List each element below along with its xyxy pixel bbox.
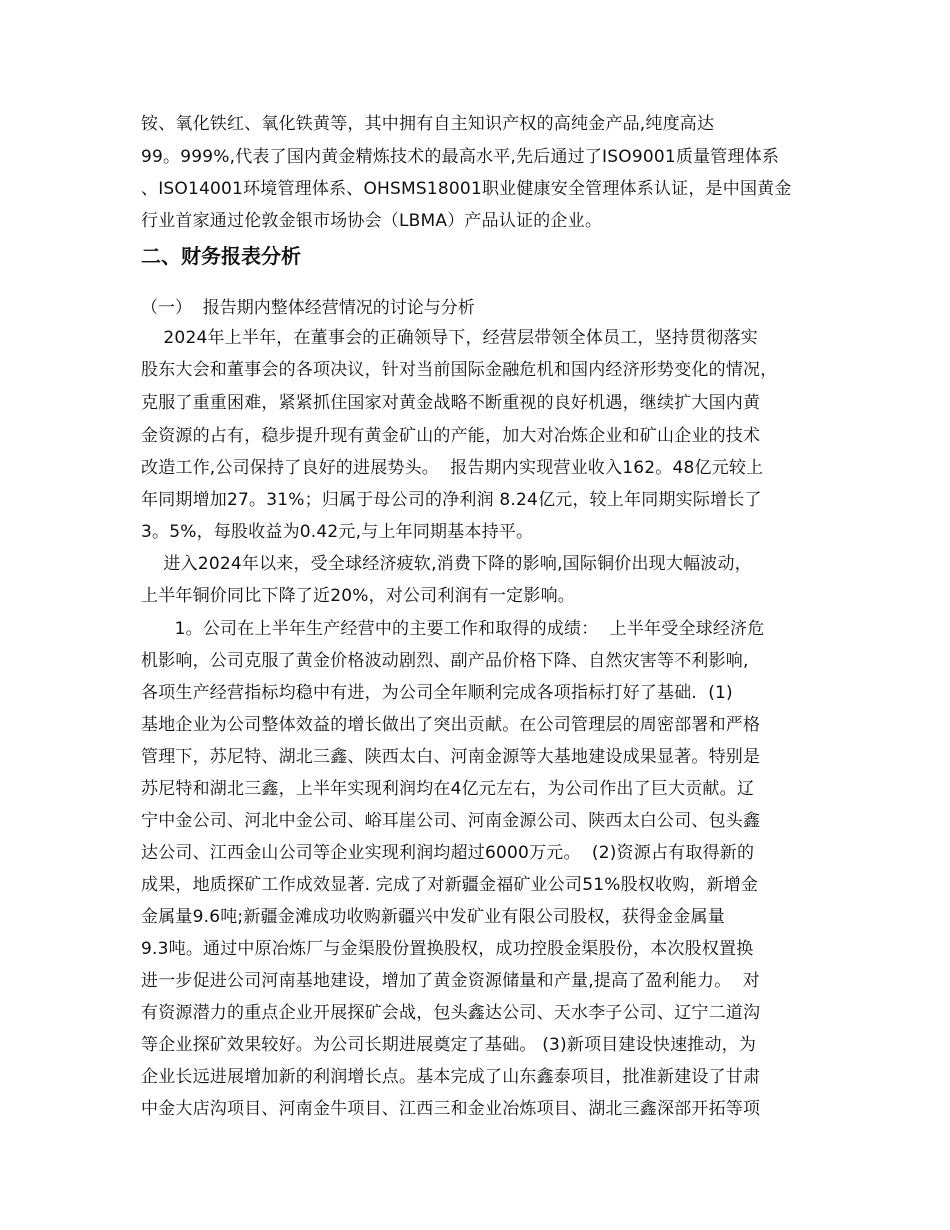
- text-line: 金资源的占有，稳步提升现有黄金矿山的产能，加大对冶炼企业和矿山企业的技术: [141, 426, 761, 446]
- text-line: 进一步促进公司河南基地建设，增加了黄金资源储量和产量,提高了盈利能力。 对: [141, 971, 760, 991]
- text-line: 进入2024年以来，受全球经济疲软,消费下降的影响,国际铜价出现大幅波动，: [141, 554, 752, 574]
- text-line: 管理下，苏尼特、湖北三鑫、陕西太白、河南金源等大基地建设成果显著。特别是: [141, 747, 761, 767]
- text-line: 年同期增加27。31%；归属于母公司的净利润 8.24亿元，较上年同期实际增长了: [141, 490, 762, 510]
- text-line: 股东大会和董事会的各项决议，针对当前国际金融危机和国内经济形势变化的情况，: [141, 360, 778, 380]
- text-line: 成果，地质探矿工作成效显著. 完成了对新疆金福矿业公司51%股权收购，新增金: [141, 875, 759, 895]
- text-line: 3。5%，每股收益为0.42元,与上年同期基本持平。: [141, 522, 534, 542]
- text-line: 行业首家通过伦敦金银市场协会（LBMA）产品认证的企业。: [141, 211, 603, 231]
- text-line: 改造工作,公司保持了良好的进展势头。 报告期内实现营业收入162。48亿元较上: [141, 458, 764, 478]
- text-line: 9.3吨。通过中原冶炼厂与金渠股份置换股权，成功控股金渠股份，本次股权置换: [141, 939, 754, 959]
- text-line: 中金大店沟项目、河南金牛项目、江西三和金业冶炼项目、湖北三鑫深部开拓等项: [141, 1099, 761, 1119]
- text-line: 上半年铜价同比下降了近20%，对公司利润有一定影响。: [141, 586, 575, 606]
- text-line: 铵、氧化铁红、氧化铁黄等，其中拥有自主知识产权的高纯金产品,纯度高达: [141, 114, 715, 134]
- text-line: 1。公司在上半年生产经营中的主要工作和取得的成绩： 上半年受全球经济危: [141, 619, 765, 639]
- subsection-heading: （一） 报告期内整体经营情况的讨论与分析: [141, 298, 475, 318]
- text-line: 有资源潜力的重点企业开展探矿会战，包头鑫达公司、天水李子公司、辽宁二道沟: [141, 1003, 761, 1023]
- text-line: 企业长远进展增加新的利润增长点。基本完成了山东鑫泰项目，批准新建设了甘肃: [141, 1067, 761, 1087]
- text-line: 克服了重重困难，紧紧抓住国家对黄金战略不断重视的良好机遇，继续扩大国内黄: [141, 393, 761, 413]
- text-line: 各项生产经营指标均稳中有进，为公司全年顺利完成各项指标打好了基础. (1): [141, 683, 733, 703]
- text-line: 基地企业为公司整体效益的增长做出了突出贡献。在公司管理层的周密部署和严格: [141, 715, 761, 735]
- text-line: 、ISO14001环境管理体系、OHSMS18001职业健康安全管理体系认证，是中国黄金: [141, 179, 792, 199]
- text-line: 达公司、江西金山公司等企业实现利润均超过6000万元。 (2)资源占有取得新的: [141, 843, 755, 863]
- text-line: 机影响，公司克服了黄金价格波动剧烈、副产品价格下降、自然灾害等不利影响,: [141, 651, 749, 671]
- text-line: 金属量9.6吨;新疆金滩成功收购新疆兴中发矿业有限公司股权，获得金金属量: [141, 907, 725, 927]
- text-line: 2024年上半年，在董事会的正确领导下，经营层带领全体员工，坚持贯彻落实: [141, 328, 758, 348]
- text-line: 99。999%,代表了国内黄金精炼技术的最高水平,先后通过了ISO9001质量管理体系: [141, 147, 780, 167]
- text-line: 等企业探矿效果较好。为公司长期进展奠定了基础。 (3)新项目建设快速推动，为: [141, 1035, 757, 1055]
- text-line: 苏尼特和湖北三鑫，上半年实现利润均在4亿元左右，为公司作出了巨大贡献。辽: [141, 779, 755, 799]
- section-heading: 二、财务报表分析: [141, 244, 301, 268]
- text-line: 宁中金公司、河北中金公司、峪耳崖公司、河南金源公司、陕西太白公司、包头鑫: [141, 811, 761, 831]
